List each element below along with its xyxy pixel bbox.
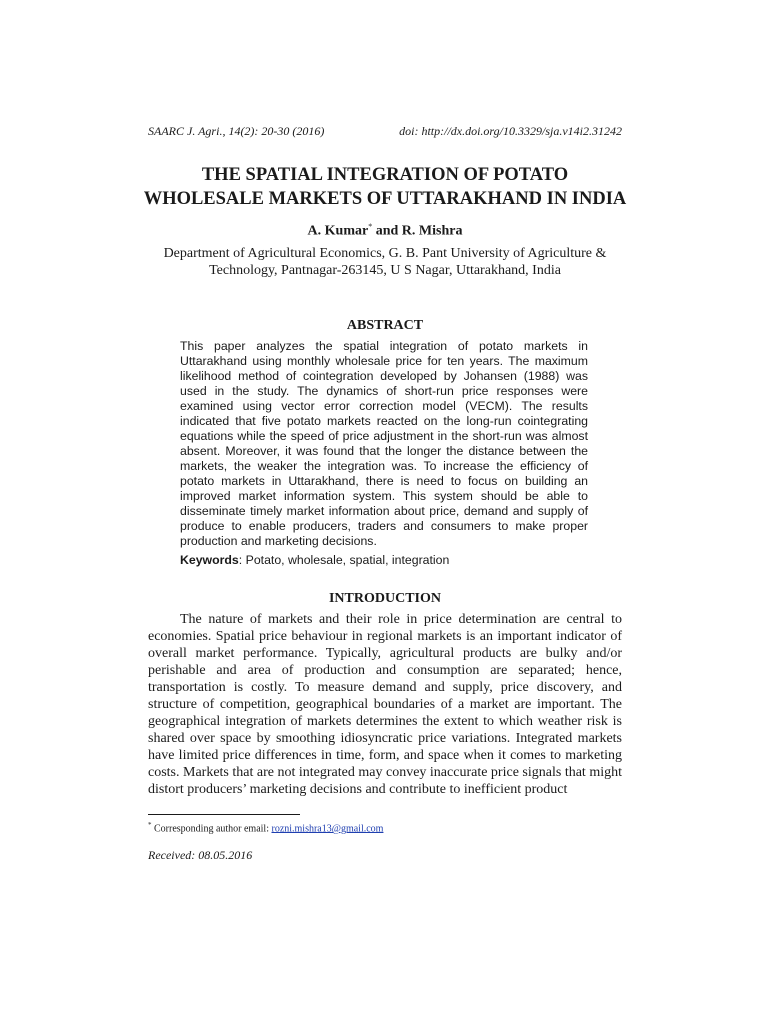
footnote-label: Corresponding author email: [151, 823, 272, 835]
introduction-text: The nature of markets and their role in price determination are central to economies. Spatial price behaviour in regional markets is an important indicator of overall market performance. Typically, agricultural products are bulky and/or perishable and area of production and consumption are separated; hence, transportation is costly. To measure demand and supply, price discovery, and structure of competition, geographical boundaries of a market are important. The geographical integration of markets determines the extent to which weather risk is shared over space by smoothing idiosyncratic price variations. Integrated markets have limited price differences in time, form, and space when it comes to marketing costs. Markets that are not integrated may convey inaccurate price signals that might distort producers’ marketing decisions and contribute to inefficient product [148, 612, 622, 797]
corresponding-mark: * [368, 222, 373, 231]
author-2: and R. Mishra [372, 223, 463, 239]
introduction-heading: INTRODUCTION [328, 591, 441, 606]
title-line-2: WHOLESALE MARKETS OF UTTARAKHAND IN INDIA [143, 189, 627, 209]
affiliation-line-1: Department of Agricultural Economics, G. B. Pant University of Agriculture & [163, 246, 607, 261]
keywords-list: : Potato, wholesale, spatial, integration [238, 553, 450, 567]
affiliation-line-2: Technology, Pantnagar-263145, U S Nagar, Uttarakhand, India [209, 263, 561, 278]
title-line-1: THE SPATIAL INTEGRATION OF POTATO [201, 165, 569, 185]
paper-title [120, 163, 650, 211]
abstract-text: This paper analyzes the spatial integration of potato markets in Uttarakhand using monthly wholesale price for ten years. The maximum likelihood method of cointegration developed by Johansen (1988) was used in the study. The dynamics of short-run price responses were examined using vector error correction model (VECM). The results indicated that five potato markets reacted on the long-run cointegrating equations while the speed of price adjustment in the short-run was almost absent. Moreover, it was found that the longer the distance between the markets, the weaker the integration was. To increase the efficiency of potato markets in Uttarakhand, there is need to focus on building an improved market information system. This system should be able to disseminate timely market information about price, demand and supply of produce to enable producers, traders and consumers to make proper production and marketing decisions. [180, 339, 588, 548]
author-1: A. Kumar [307, 223, 369, 239]
affiliation [148, 245, 622, 279]
author-email-link[interactable]: rozni.mishra13@gmail.com [271, 823, 384, 835]
footnote-mark: * [148, 821, 152, 829]
footnote [148, 821, 383, 834]
footnote-divider [148, 814, 300, 815]
keywords-label: Keywords [180, 553, 239, 567]
doi-text: doi: http://dx.doi.org/10.3329/sja.v14i2.31242 [399, 124, 622, 138]
keywords [180, 553, 590, 567]
authors [120, 222, 650, 240]
abstract-heading: ABSTRACT [346, 318, 424, 333]
journal-citation: SAARC J. Agri., 14(2): 20-30 (2016) [148, 124, 325, 138]
received-date: Received: 08.05.2016 [148, 848, 253, 862]
